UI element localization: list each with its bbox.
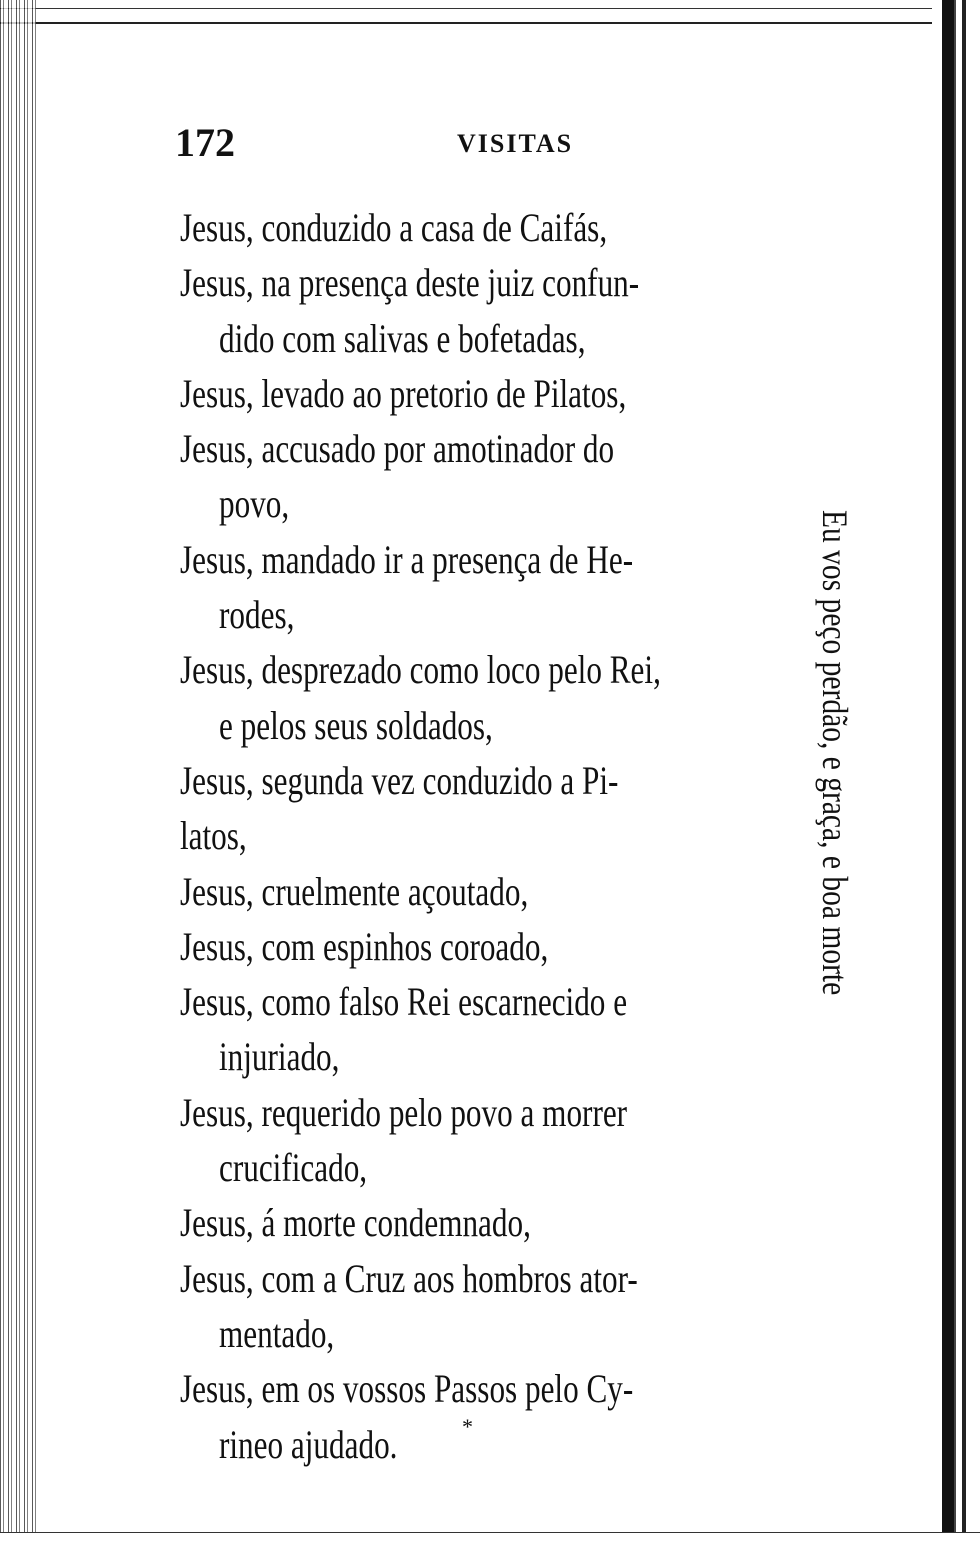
running-head <box>175 118 605 168</box>
litany-line: Jesus, á morte condemnado, <box>180 1200 531 1246</box>
litany-line: Jesus, segunda vez conduzido a Pi- <box>180 757 619 803</box>
page-number: 172 <box>175 120 235 165</box>
litany-line-continuation: dido com salivas e bofetadas, <box>219 315 586 361</box>
page-left-edge <box>0 0 36 1547</box>
litany-line: Jesus, mandado ir a presença de He- <box>180 536 634 582</box>
litany-line-continuation: mentado, <box>219 1310 335 1356</box>
ornament-mark: * <box>462 1414 473 1439</box>
litany-line: Jesus, com espinhos coroado, <box>180 923 549 969</box>
litany-line: Jesus, levado ao pretorio de Pilatos, <box>180 370 627 416</box>
page-top-edge <box>0 0 980 24</box>
litany-line: latos, <box>180 813 247 859</box>
litany-line-continuation: crucificado, <box>219 1145 368 1191</box>
litany-text <box>180 200 800 1472</box>
header-title: VISITAS <box>457 129 574 158</box>
litany-line: Jesus, conduzido a casa de Caifás, <box>180 205 608 250</box>
margin-response-text: Eu vos peço perdão, e graça, e boa morte <box>815 510 855 996</box>
litany-line: Jesus, em os vossos Passos pelo Cy- <box>180 1366 634 1412</box>
litany-line-continuation: povo, <box>219 481 290 527</box>
litany-line: Jesus, accusado por amotinador do <box>180 426 615 472</box>
litany-line: Jesus, requerido pelo povo a morrer <box>180 1089 628 1135</box>
litany-line-continuation: injuriado, <box>219 1034 340 1080</box>
litany-line-continuation: rodes, <box>219 592 295 638</box>
litany-line-continuation: e pelos seus soldados, <box>219 702 493 748</box>
litany-line: Jesus, cruelmente açoutado, <box>180 868 529 914</box>
litany-line: Jesus, na presença deste juiz confun- <box>180 260 640 306</box>
litany-line: Jesus, como falso Rei escarnecido e <box>180 979 628 1025</box>
litany-line-continuation: rineo ajudado. <box>219 1421 398 1467</box>
page-right-edge <box>932 0 980 1547</box>
litany-line: Jesus, desprezado como loco pelo Rei, <box>180 647 661 693</box>
margin-response <box>806 510 864 1150</box>
page-bottom-edge <box>0 1532 980 1547</box>
litany-line: Jesus, com a Cruz aos hombros ator- <box>180 1255 638 1301</box>
